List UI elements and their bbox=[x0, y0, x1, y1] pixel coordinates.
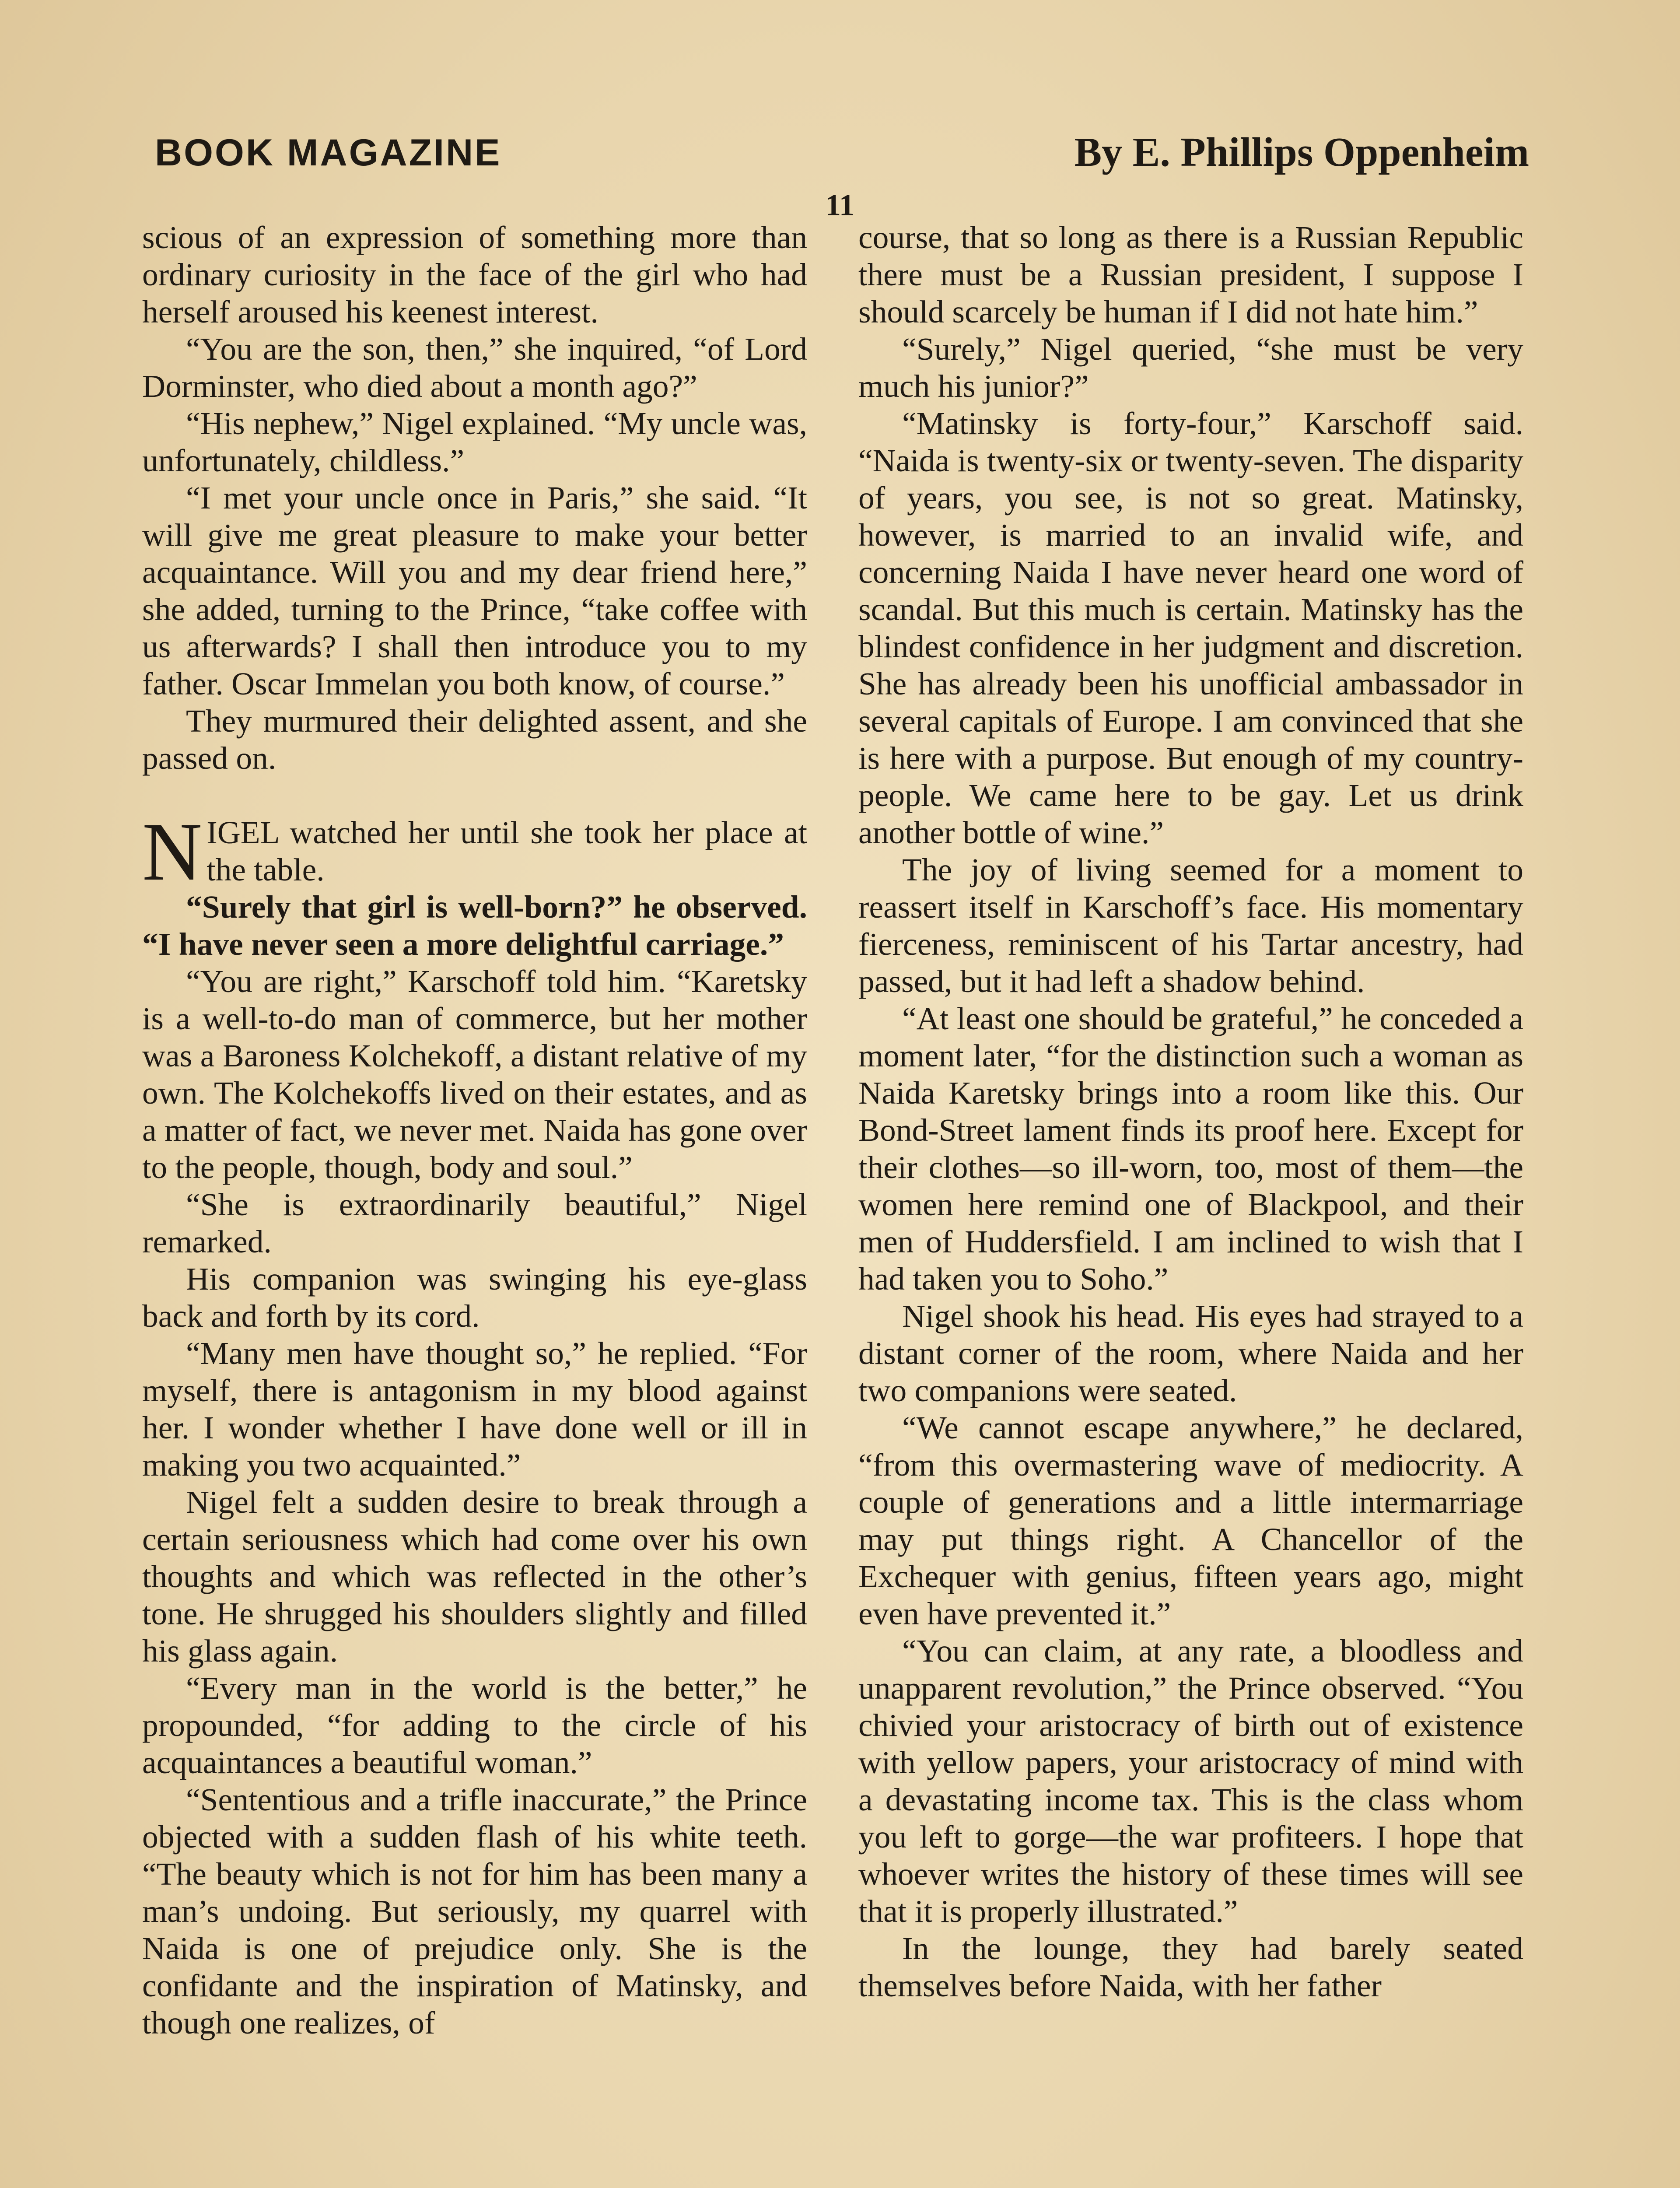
paragraph: “Sententious and a trifle inaccurate,” the Prince objected with a sudden flash of his white teeth. “The beauty which is not for him has been many a man’s undoing. But seriously, my quarrel with Naida is one of prejudice only. She is the confidante and the inspiration of Matinsky, and though one realizes, of bbox=[142, 1782, 807, 2041]
paragraph: “You can claim, at any rate, a bloodless and unapparent revolution,” the Prince observed. “You chivied your aristocracy of birth out of existence with yellow papers, your aristocracy of mind with a devastating income tax. This is the class whom you left to gorge—the war profiteers. I hope that whoever writes the history of these times will see that it is properly illustrated.” bbox=[858, 1633, 1523, 1929]
paragraph: The joy of living seemed for a moment to reassert itself in Karschoff’s face. His momentary fierceness, reminiscent of his Tartar ancestry, had passed, but it had left a shadow behind. bbox=[858, 852, 1523, 999]
paragraph: “You are the son, then,” she inquired, “of Lord Dorminster, who died about a month ago?” bbox=[142, 331, 807, 404]
paragraph: “She is extraordinarily beautiful,” Nigel remarked. bbox=[142, 1187, 807, 1259]
paragraph: Nigel felt a sudden desire to break through a certain seriousness which had come over his own thoughts and which was reflected in the other’s tone. He shrugged his shoulders slightly and filled his glass again. bbox=[142, 1484, 807, 1669]
paragraph: “Every man in the world is the better,” he propounded, “for adding to the circle of his acquaintances a beautiful woman.” bbox=[142, 1670, 807, 1780]
paragraph: “You are right,” Karschoff told him. “Karetsky is a well-to-do man of commerce, but her mother was a Baroness Kolchekoff, a distant relative of my own. The Kolchekoffs lived on their estates, and as a matter of fact, we never met. Naida has gone over to the people, though, body and soul.” bbox=[142, 964, 807, 1185]
paragraph: Nigel shook his head. His eyes had strayed to a distant corner of the room, where Naida and her two companions were seated. bbox=[858, 1298, 1523, 1408]
paragraph: scious of an expression of something more than ordinary curiosity in the face of the girl who had herself aroused his keenest interest. bbox=[142, 220, 807, 330]
paragraph: “Matinsky is forty-four,” Karschoff said. “Naida is twenty-six or twenty-seven. The disparity of years, you see, is not so great. Matinsky, however, is married to an invalid wife, and concerning Naida I have never heard one word of scandal. But this much is certain. Matinsky has the blindest confidence in her judgment and discretion. She has already been his unofficial ambassador in several capitals of Europe. I am convinced that she is here with a purpose. But enough of my country-people. We came here to be gay. Let us drink another bottle of wine.” bbox=[858, 406, 1523, 850]
paragraph: In the lounge, they had barely seated themselves before Naida, with her father bbox=[858, 1931, 1523, 2003]
section-opening-text: IGEL watched her until she took her place at the table. bbox=[206, 815, 807, 887]
right-column bbox=[858, 219, 1523, 2004]
magazine-title: BOOK MAGAZINE bbox=[155, 132, 502, 174]
paragraph: course, that so long as there is a Russian Republic there must be a Russian president, I suppose I should scarcely be human if I did not hate him.” bbox=[858, 220, 1523, 330]
drop-cap: N bbox=[142, 806, 203, 898]
paragraph: “Surely that girl is well-born?” he observed. “I have never seen a more delightful carriage.” bbox=[142, 889, 807, 962]
paragraph: “At least one should be grateful,” he conceded a moment later, “for the distinction such a woman as Naida Karetsky brings into a room like this. Our Bond-Street lament finds its proof here. Except for their clothes—so ill-worn, too, most of them—the women here remind one of Blackpool, and their men of Huddersfield. I am inclined to wish that I had taken you to Soho.” bbox=[858, 1001, 1523, 1297]
paragraph: “We cannot escape anywhere,” he declared, “from this overmastering wave of mediocrity. A couple of generations and a little intermarriage may put things right. A Chancellor of the Exchequer with genius, fifteen years ago, might even have prevented it.” bbox=[858, 1410, 1523, 1631]
author-byline: By E. Phillips Oppenheim bbox=[1074, 130, 1529, 175]
page-number: 11 bbox=[825, 189, 855, 222]
paragraph: His companion was swinging his eye-glass back and forth by its cord. bbox=[142, 1261, 807, 1334]
page-header bbox=[149, 131, 1529, 184]
left-column bbox=[142, 219, 807, 2041]
paragraph: “Surely,” Nigel queried, “she must be very much his junior?” bbox=[858, 331, 1523, 404]
paragraph: They murmured their delighted assent, and she passed on. bbox=[142, 703, 807, 776]
paragraph: “Many men have thought so,” he replied. “For myself, there is antagonism in my blood against her. I wonder whether I have done well or ill in making you two acquainted.” bbox=[142, 1336, 807, 1483]
paragraph: “I met your uncle once in Paris,” she said. “It will give me great pleasure to make your better acquaintance. Will you and my dear friend here,” she added, turning to the Prince, “take coffee with us afterwards? I shall then introduce you to my father. Oscar Immelan you both know, of course.” bbox=[142, 480, 807, 701]
section-opening-paragraph bbox=[142, 806, 807, 898]
paragraph: “His nephew,” Nigel explained. “My uncle was, unfortunately, childless.” bbox=[142, 406, 807, 478]
